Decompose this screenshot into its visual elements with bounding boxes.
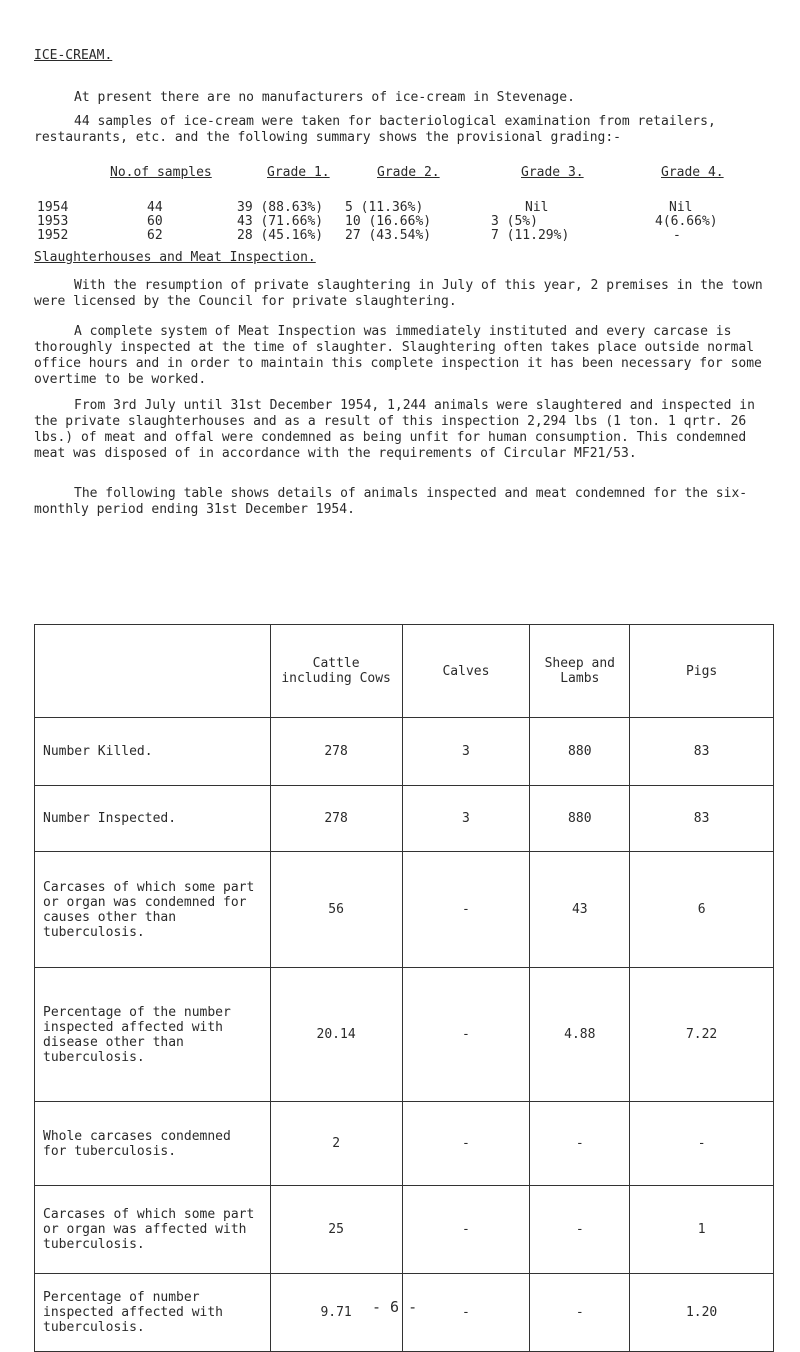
header-samples: No.of samples	[110, 165, 212, 180]
summary-grade-1: 28 (45.16%)	[237, 228, 324, 243]
table-row	[35, 852, 774, 968]
summary-grade-4: Nil	[669, 200, 693, 215]
summary-grade-4: 4(6.66%)	[655, 214, 718, 229]
cell-sheep: 4.88	[530, 968, 630, 1102]
row-label: Percentage of number inspected affected with tuberculosis.	[35, 1274, 271, 1352]
header-empty	[35, 625, 271, 718]
cell-pigs: 83	[630, 718, 774, 786]
summary-grade-3: 3 (5%)	[491, 214, 538, 229]
cell-cattle: 56	[270, 852, 402, 968]
slaughter-stats-text: From 3rd July until 31st December 1954, 1,244 animals were slaughtered and inspected in the private slaughterhouses and as a result of this inspection 2,294 lbs (1 ton. 1 qrtr. 26 lbs.) of meat and offal were condemned as being unfit for human consumption. This condemned meat was disposed of in accordance with the requirements of Circular MF21/53.	[34, 398, 755, 461]
cell-calves: -	[402, 1102, 530, 1186]
row-label: Number Inspected.	[35, 786, 271, 852]
summary-grade-1: 39 (88.63%)	[237, 200, 324, 215]
table-header-row	[35, 625, 774, 718]
cell-pigs: 6	[630, 852, 774, 968]
summary-grade-3: Nil	[525, 200, 549, 215]
cell-calves: -	[402, 1274, 530, 1352]
summary-samples: 44	[147, 200, 163, 215]
header-sheep: Sheep and Lambs	[530, 625, 630, 718]
cell-cattle: 9.71	[270, 1274, 402, 1352]
meat-inspection-table	[34, 624, 774, 1352]
table-row	[35, 968, 774, 1102]
cell-sheep: -	[530, 1102, 630, 1186]
cell-cattle: 278	[270, 718, 402, 786]
page-number: - 6 -	[372, 1298, 418, 1316]
cell-sheep: -	[530, 1186, 630, 1274]
cell-pigs: 1	[630, 1186, 774, 1274]
summary-grade-2: 5 (11.36%)	[345, 200, 424, 215]
summary-row-1954	[35, 201, 775, 215]
table-row	[35, 718, 774, 786]
row-label: Percentage of the number inspected affected with disease other than tuberculosis.	[35, 968, 271, 1102]
slaughter-title: Slaughterhouses and Meat Inspection.	[34, 250, 316, 265]
cell-calves: -	[402, 1186, 530, 1274]
cell-sheep: 880	[530, 786, 630, 852]
summary-row-1952	[35, 229, 775, 243]
summary-grade-2: 10 (16.66%)	[345, 214, 432, 229]
header-pigs: Pigs	[630, 625, 774, 718]
cell-calves: -	[402, 852, 530, 968]
table-row	[35, 786, 774, 852]
cell-pigs: 7.22	[630, 968, 774, 1102]
section-title: ICE-CREAM.	[34, 48, 113, 63]
summary-year: 1953	[37, 214, 69, 229]
cell-calves: 3	[402, 786, 530, 852]
summary-grade-1: 43 (71.66%)	[237, 214, 324, 229]
intro-text: At present there are no manufacturers of ice-cream in Stevenage.	[74, 90, 575, 105]
inspection-text: A complete system of Meat Inspection was immediately instituted and every carcase is thoroughly inspected at the time of slaughter. Slaughtering often takes place outside normal office hours and in order to maintain this complete inspection it has been necessary for some overtime to be worked.	[34, 324, 762, 387]
cell-pigs: -	[630, 1102, 774, 1186]
table-intro-text: The following table shows details of animals inspected and meat condemned for the six-monthly period ending 31st December 1954.	[34, 486, 748, 517]
summary-grade-3: 7 (11.29%)	[491, 228, 570, 243]
summary-year: 1952	[37, 228, 69, 243]
row-label: Whole carcases condemned for tuberculosis.	[35, 1102, 271, 1186]
table-intro-paragraph	[34, 486, 774, 518]
cell-cattle: 25	[270, 1186, 402, 1274]
row-label: Number Killed.	[35, 718, 271, 786]
row-label: Carcases of which some part or organ was affected with tuberculosis.	[35, 1186, 271, 1274]
cell-pigs: 1.20	[630, 1274, 774, 1352]
cell-calves: -	[402, 968, 530, 1102]
intro-paragraph	[34, 90, 774, 106]
header-grade-4: Grade 4.	[661, 165, 724, 180]
summary-row-1953	[35, 215, 775, 229]
cell-cattle: 20.14	[270, 968, 402, 1102]
header-cattle: Cattle including Cows	[270, 625, 402, 718]
table-row	[35, 1186, 774, 1274]
resumption-paragraph	[34, 278, 774, 310]
header-grade-1: Grade 1.	[267, 165, 330, 180]
summary-samples: 62	[147, 228, 163, 243]
cell-cattle: 278	[270, 786, 402, 852]
samples-text: 44 samples of ice-cream were taken for bacteriological examination from retailers, restaurants, etc. and the following summary shows the provisional grading:-	[34, 114, 716, 145]
summary-samples: 60	[147, 214, 163, 229]
samples-paragraph	[34, 114, 774, 146]
ice-cream-summary-table	[35, 165, 775, 243]
cell-calves: 3	[402, 718, 530, 786]
header-grade-3: Grade 3.	[521, 165, 584, 180]
cell-pigs: 83	[630, 786, 774, 852]
slaughter-stats-paragraph	[34, 398, 774, 462]
row-label: Carcases of which some part or organ was condemned for causes other than tuberculosis.	[35, 852, 271, 968]
summary-header-row	[35, 165, 775, 183]
summary-grade-2: 27 (43.54%)	[345, 228, 432, 243]
summary-year: 1954	[37, 200, 69, 215]
header-grade-2: Grade 2.	[377, 165, 440, 180]
header-calves: Calves	[402, 625, 530, 718]
inspection-paragraph	[34, 324, 774, 388]
resumption-text: With the resumption of private slaughtering in July of this year, 2 premises in the town were licensed by the Council for private slaughtering.	[34, 278, 763, 309]
cell-sheep: -	[530, 1274, 630, 1352]
cell-sheep: 880	[530, 718, 630, 786]
cell-cattle: 2	[270, 1102, 402, 1186]
table-row	[35, 1102, 774, 1186]
cell-sheep: 43	[530, 852, 630, 968]
summary-grade-4: -	[673, 228, 681, 243]
